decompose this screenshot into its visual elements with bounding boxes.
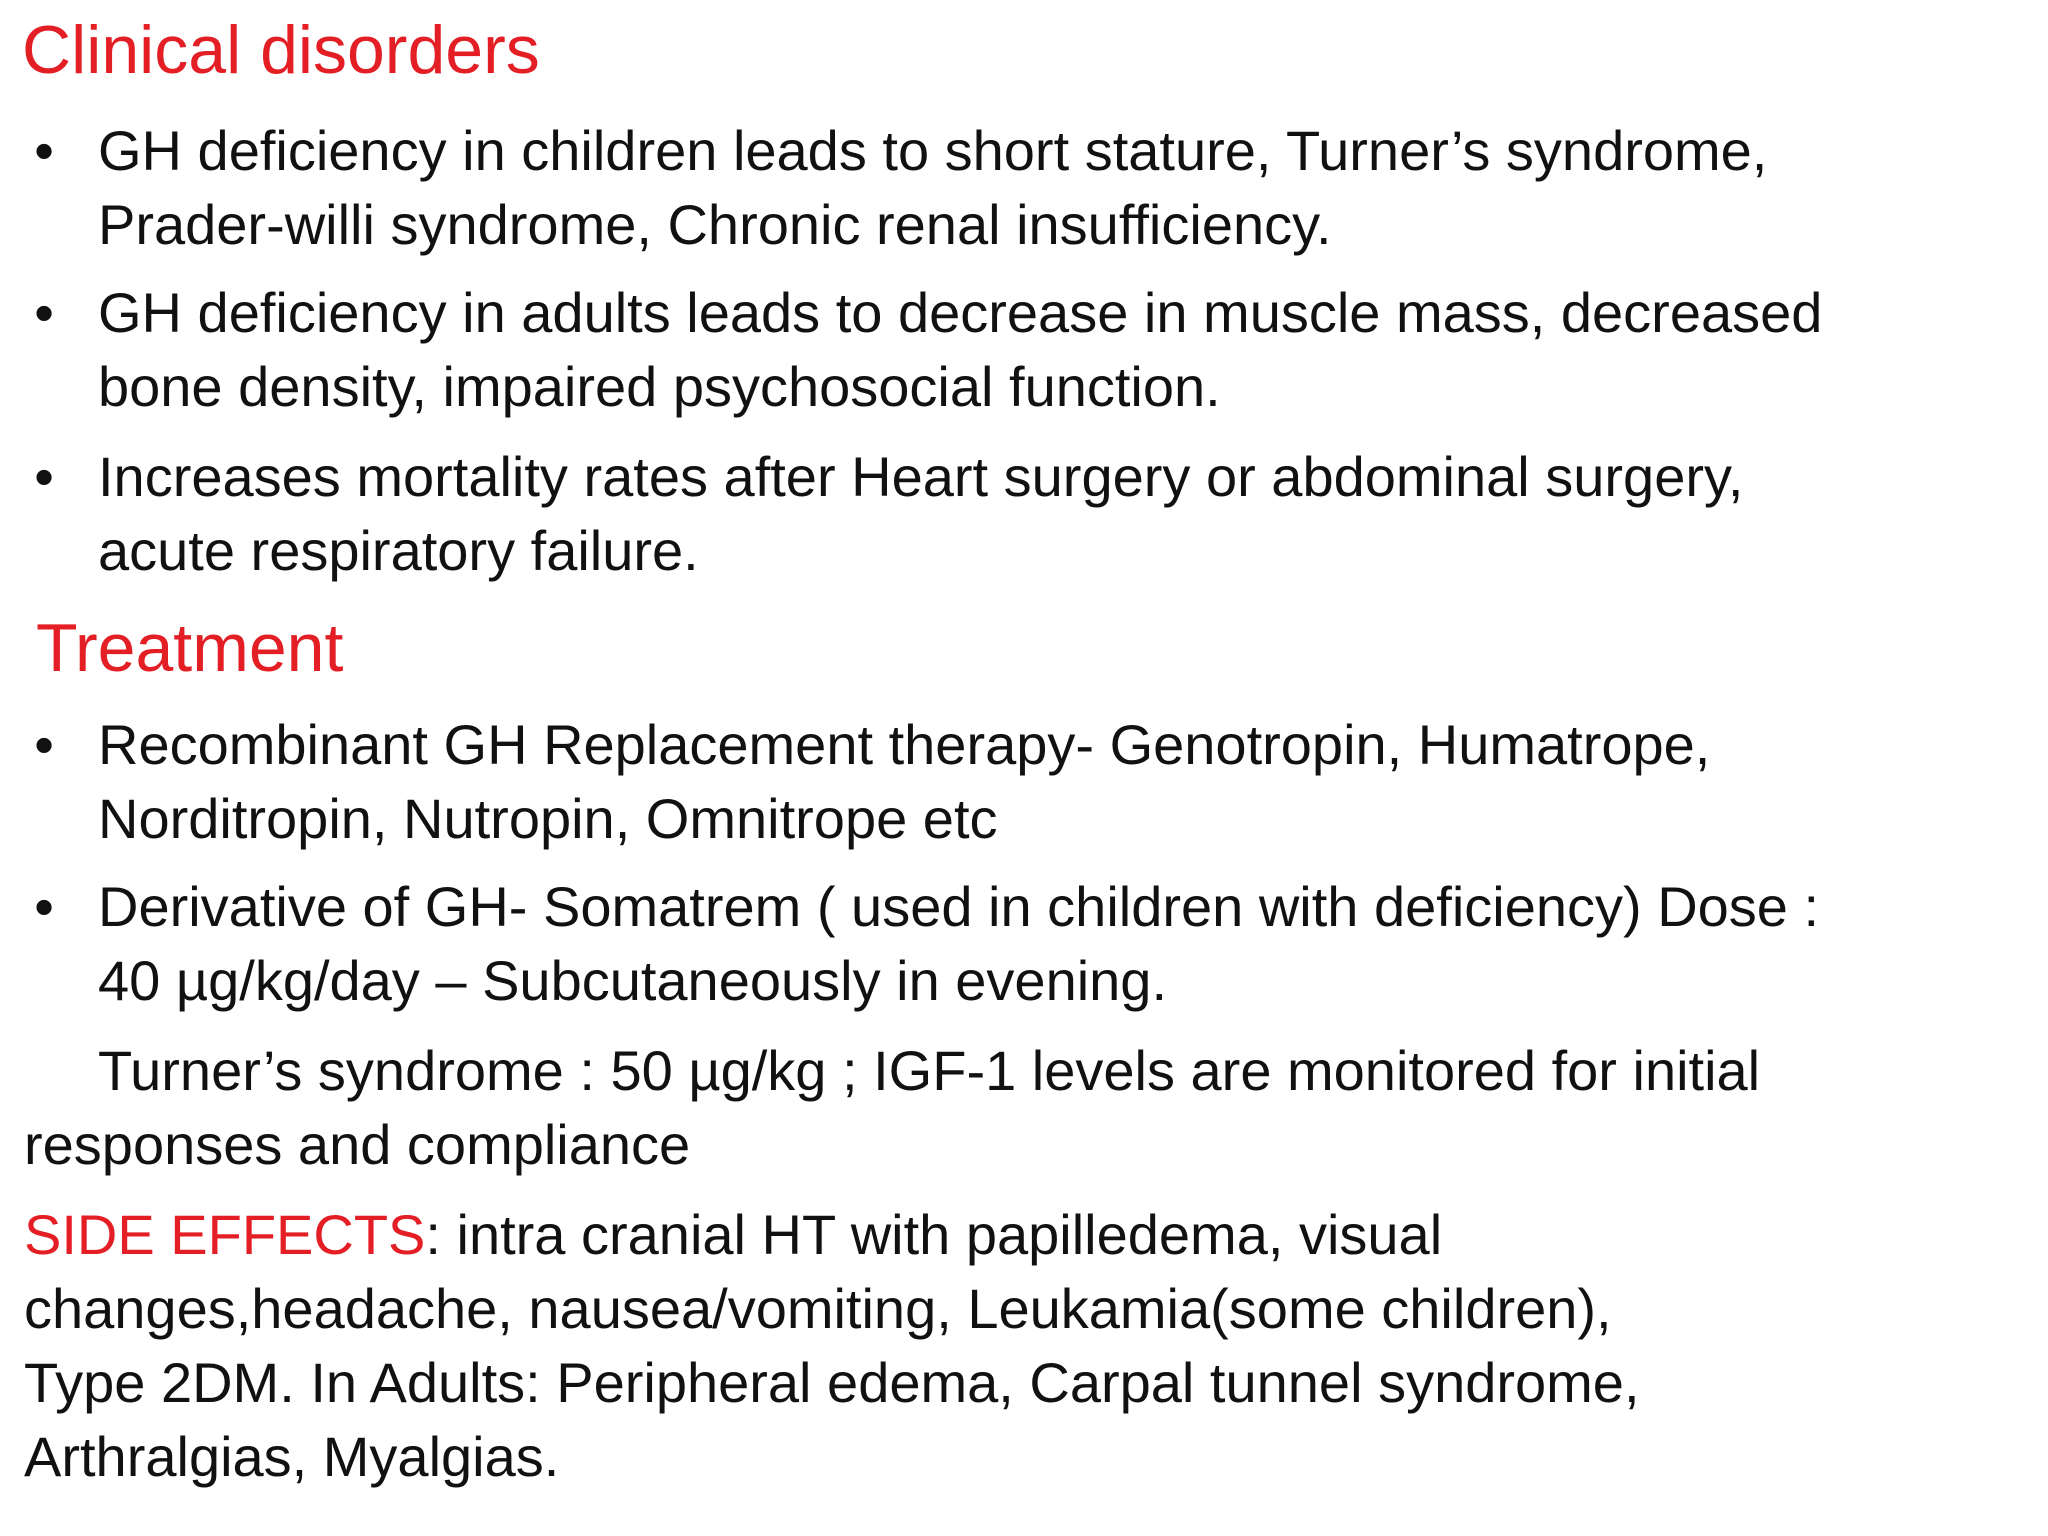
bullet-icon: • [34,119,54,182]
side-effects-text: : intra cranial HT with papilledema, visual [425,1203,1443,1266]
dosage-note [24,1034,2014,1182]
bullet-line: Derivative of GH- Somatrem ( used in children with deficiency) Dose : [98,875,1820,938]
note-line: Turner’s syndrome : 50 µg/kg ; IGF-1 levels are monitored for initial [98,1039,1761,1102]
bullet-icon: • [34,445,54,508]
note-line: responses and compliance [24,1113,691,1176]
bullet-line: Recombinant GH Replacement therapy- Genotropin, Humatrope, [98,713,1711,776]
bullet-text [98,708,2028,856]
bullet-text [98,114,2028,262]
side-effects-line: Arthralgias, Myalgias. [24,1425,560,1488]
bullet-text [98,870,2028,1018]
bullet-line: GH deficiency in adults leads to decrease in muscle mass, decreased [98,281,1823,344]
bullet-line: Increases mortality rates after Heart surgery or abdominal surgery, [98,445,1744,508]
bullet-line: acute respiratory failure. [98,519,699,582]
side-effects-paragraph [24,1198,2014,1494]
bullet-line: bone density, impaired psychosocial function. [98,355,1221,418]
side-effects-line: changes,headache, nausea/vomiting, Leukamia(some children), [24,1277,1612,1340]
bullet-line: 40 µg/kg/day – Subcutaneously in evening. [98,949,1168,1012]
bullet-text [98,440,2028,588]
bullet-line: Prader-willi syndrome, Chronic renal insufficiency. [98,193,1332,256]
section-heading-treatment: Treatment [36,610,344,686]
bullet-line: Norditropin, Nutropin, Omnitrope etc [98,787,998,850]
bullet-icon: • [34,281,54,344]
side-effects-line [24,1198,2014,1272]
side-effects-label: SIDE EFFECTS [24,1203,426,1266]
section-heading-clinical-disorders: Clinical disorders [22,12,540,88]
side-effects-line: Type 2DM. In Adults: Peripheral edema, Carpal tunnel syndrome, [24,1351,1640,1414]
bullet-text [98,276,2028,424]
bullet-icon: • [34,875,54,938]
bullet-icon: • [34,713,54,776]
bullet-line: GH deficiency in children leads to short stature, Turner’s syndrome, [98,119,1768,182]
